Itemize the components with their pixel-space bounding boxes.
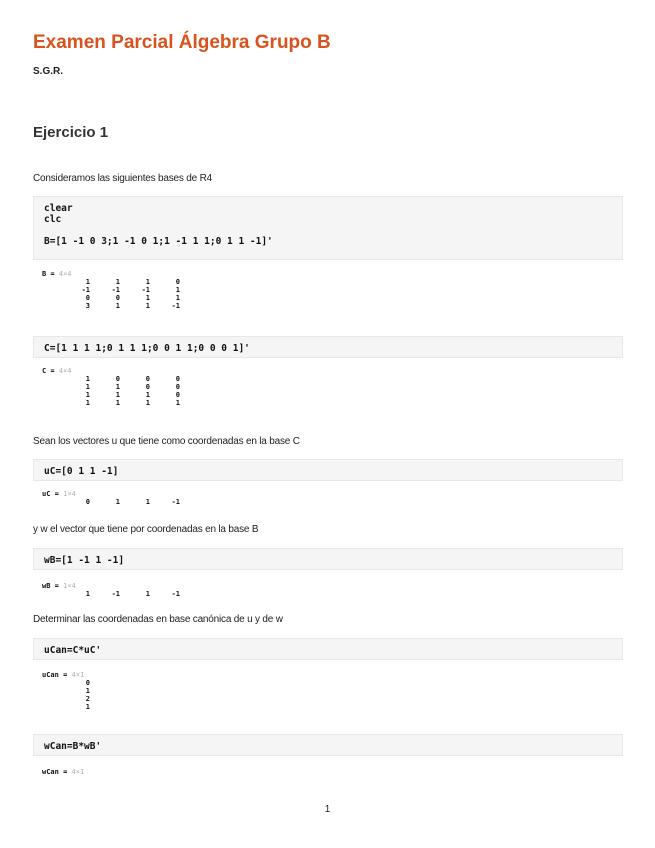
matrix-row: [42, 399, 180, 407]
matrix-cell: 1: [145, 399, 150, 407]
code-line: B=[1 -1 0 3;1 -1 0 1;1 -1 1 1;0 1 1 -1]': [44, 236, 273, 247]
code-line: clear: [44, 203, 73, 214]
code-line: wCan=B*wB': [44, 741, 102, 752]
code-block-compute-uCan: [33, 638, 623, 660]
matrix-cell: 0: [85, 294, 90, 302]
code-line: uCan=C*uC': [44, 645, 102, 656]
matrix-cell: 0: [85, 679, 90, 687]
matrix-cell: 0: [145, 375, 150, 383]
paragraph-vector-u: Sean los vectores u que tiene como coordenadas en la base C: [33, 436, 300, 447]
matrix-cell: 1: [145, 498, 150, 506]
matrix-cell: 1: [85, 383, 90, 391]
code-line: [44, 225, 612, 236]
matrix-cell: 1: [85, 375, 90, 383]
matrix-cell: -1: [141, 286, 150, 294]
matrix-row: [42, 687, 90, 695]
matrix-cell: -1: [111, 286, 120, 294]
output-label: wCan =: [42, 768, 72, 776]
matrix-cell: -1: [171, 302, 180, 310]
output-label: uC =: [42, 490, 64, 498]
output-size: 1×4: [63, 582, 76, 590]
matrix-cell: 1: [145, 278, 150, 286]
matrix-cell: 0: [85, 498, 90, 506]
matrix-cell: 1: [85, 703, 90, 711]
matrix-cell: 1: [175, 286, 180, 294]
matrix-cell: -1: [171, 590, 180, 598]
paragraph-canonical-task: Determinar las coordenadas en base canónica de u y de w: [33, 614, 283, 625]
code-block-define-B: [33, 196, 623, 260]
matrix-cell: 0: [175, 375, 180, 383]
output-label: wB =: [42, 582, 64, 590]
code-line: C=[1 1 1 1;0 1 1 1;0 0 1 1;0 0 0 1]': [44, 343, 250, 354]
section-heading: Ejercicio 1: [33, 124, 109, 141]
matrix-cell: 0: [175, 278, 180, 286]
matrix-cell: 2: [85, 695, 90, 703]
matrix-cell: 0: [115, 294, 120, 302]
matrix-row: [42, 679, 90, 687]
matrix-cell: -1: [171, 498, 180, 506]
matrix-row: [42, 703, 90, 711]
matrix-cell: 1: [85, 391, 90, 399]
output-vector-wCan: [42, 768, 84, 776]
matrix-cell: 0: [115, 375, 120, 383]
matrix-row: [42, 286, 180, 294]
matrix-cell: 1: [175, 294, 180, 302]
document-title: Examen Parcial Álgebra Grupo B: [33, 32, 331, 53]
output-size: 4×1: [71, 671, 85, 679]
matrix-cell: -1: [111, 590, 120, 598]
matrix-row: [42, 375, 180, 383]
matrix-cell: 1: [85, 278, 90, 286]
matrix-cell: 0: [145, 383, 150, 391]
matrix-row: [42, 383, 180, 391]
matrix-cell: 1: [145, 391, 150, 399]
matrix-cell: 1: [115, 383, 120, 391]
matrix-cell: 0: [175, 391, 180, 399]
matrix-row: [42, 278, 180, 286]
output-vector-wB: [42, 582, 180, 598]
author-initials: S.G.R.: [33, 66, 64, 77]
output-size: 4×4: [58, 367, 72, 375]
matrix-cell: 1: [85, 687, 90, 695]
matrix-cell: 3: [85, 302, 90, 310]
matrix-cell: 1: [85, 399, 90, 407]
matrix-cell: 1: [145, 302, 150, 310]
output-matrix-B: [42, 270, 180, 310]
matrix-row: [42, 302, 180, 310]
paragraph-vector-w: y w el vector que tiene por coordenadas en la base B: [33, 524, 259, 535]
matrix-row: [42, 391, 180, 399]
output-matrix-C: [42, 367, 180, 407]
matrix-row: [42, 590, 180, 598]
matrix-row: [42, 695, 90, 703]
output-label: C =: [42, 367, 59, 375]
output-label: B =: [42, 270, 59, 278]
matrix-cell: 1: [115, 399, 120, 407]
output-size: 1×4: [63, 490, 76, 498]
output-size: 4×1: [71, 768, 85, 776]
matrix-row: [42, 498, 180, 506]
output-vector-uC: [42, 490, 180, 506]
matrix-cell: 1: [115, 498, 120, 506]
matrix-cell: 1: [85, 590, 90, 598]
code-line: uC=[0 1 1 -1]: [44, 466, 119, 477]
matrix-cell: 1: [115, 391, 120, 399]
code-block-define-uC: [33, 459, 623, 481]
matrix-cell: 1: [145, 590, 150, 598]
matrix-cell: 1: [115, 278, 120, 286]
matrix-row: [42, 294, 180, 302]
paragraph-bases: Consideramos las siguientes bases de R4: [33, 173, 212, 184]
matrix-cell: -1: [81, 286, 90, 294]
output-label: uCan =: [42, 671, 72, 679]
output-size: 4×4: [58, 270, 72, 278]
matrix-cell: 1: [175, 399, 180, 407]
output-vector-uCan: [42, 671, 90, 711]
matrix-cell: 1: [115, 302, 120, 310]
code-block-define-C: [33, 336, 623, 358]
matrix-cell: 1: [145, 294, 150, 302]
code-line: wB=[1 -1 1 -1]: [44, 555, 125, 566]
code-block-define-wB: [33, 548, 623, 570]
code-block-compute-wCan: [33, 734, 623, 756]
code-line: clc: [44, 214, 62, 225]
page-number: 1: [324, 804, 331, 815]
matrix-cell: 0: [175, 383, 180, 391]
